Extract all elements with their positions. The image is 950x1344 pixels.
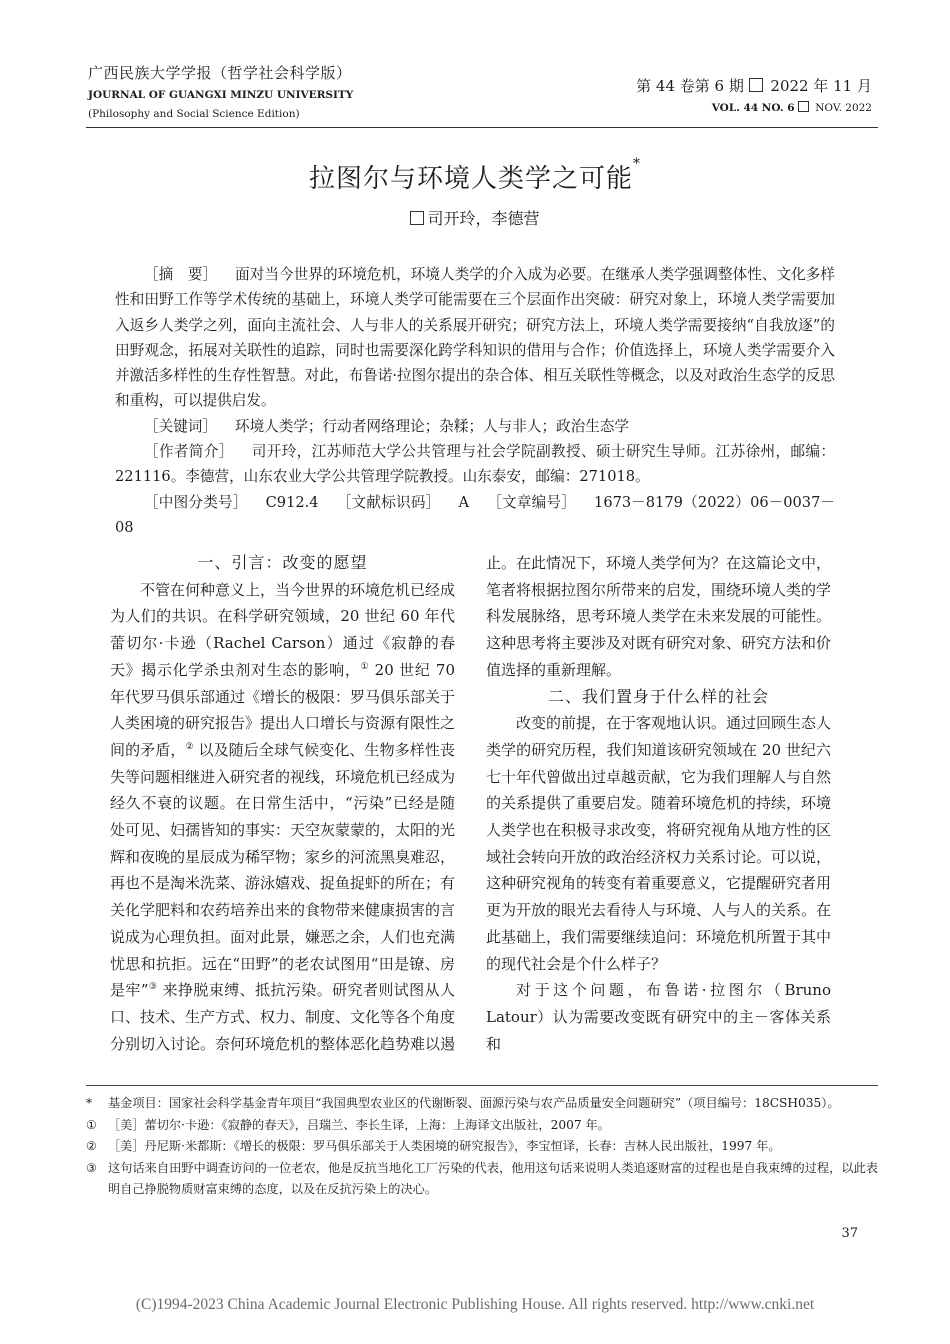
header-rule <box>86 127 878 128</box>
author-info <box>115 439 835 490</box>
abstract-block <box>115 262 835 540</box>
clc-value: C912.4 <box>265 493 319 511</box>
volume-date-en-text: NOV. 2022 <box>815 102 872 114</box>
footnote-text: 这句话来自田野中调查访问的一位老农，他是反抗当地化工厂污染的代表，他用这句话来说明人类追逐财富的过程也是自我束缚的过程，以此表明自己挣脱物质财富束缚的态度，以及在反抗污染上的决心。 <box>108 1160 878 1196</box>
footnote-rule <box>86 1085 878 1086</box>
body-column-left <box>110 550 455 1057</box>
keywords-text: 环境人类学；行动者网络理论；杂糅；人与非人；政治生态学 <box>234 417 630 435</box>
title-footnote-mark: * <box>633 156 641 172</box>
keywords <box>115 414 835 439</box>
keywords-label: ［关键词］ <box>144 417 217 435</box>
journal-name-cn: 广西民族大学学报（哲学社会科学版） <box>88 64 352 82</box>
footnote-mark: * <box>86 1096 93 1110</box>
doc-code-label: ［文献标识码］ <box>336 493 441 511</box>
separator-box-icon <box>798 101 809 112</box>
paragraph-1 <box>110 577 455 1058</box>
footnote <box>86 1093 878 1115</box>
paragraph-1-part-c: 以及随后全球气候变化、生物多样性丧失等问题相继进入研究者的视线，环境危机已经成为经久不衰的议题。在日常生活中，“污染”已经是随处可见、妇孺皆知的事实：天空灰蒙蒙的，太阳的光辉和夜晚的星辰成为稀罕物；家乡的河流黑臭难忍，再也不是淘米洗菜、游泳嬉戏、捉鱼捉虾的所在；有关化学肥料和农药培养出来的食物带来健康损害的言说成为心理负担。面对此景，嫌恶之余，人们也充满忧思和抗拒。远在“田野”的老农试图用“田是镣、房是牢” <box>110 740 456 1000</box>
author-info-label: ［作者简介］ <box>144 443 234 461</box>
article-title-text: 拉图尔与环境人类学之可能 <box>308 164 633 194</box>
abstract-text: 面对当今世界的环境危机，环境人类学的介入成为必要。在继承人类学强调整体性、文化多样性和田野工作等学术传统的基础上，环境人类学可能需要在三个层面作出突破：研究对象上，环境人类学需要加入返乡人类学之列，面向主流社会、人与非人的关系展开研究；研究方法上，环境人类学需要接纳“自我放逐”的田野观念，拓展对关联性的追踪，同时也需要深化跨学科知识的借用与合作；价值选择上，环境人类学需要介入并激活多样性的生存性智慧。对此，布鲁诺·拉图尔提出的杂合体、相互关联性等概念，以及对政治生态学的反思和重构，可以提供启发。 <box>115 266 835 410</box>
footnotes <box>86 1093 878 1201</box>
authors-text: 司开玲，李德营 <box>427 209 540 228</box>
author-box-icon <box>410 211 424 225</box>
article-title <box>0 158 950 195</box>
paragraph-1-part-a: 不管在何种意义上，当今世界的环境危机已经成为人们的共识。在科学研究领域，20 世纪 60 年代蕾切尔·卡逊（Rachel Carson）通过《寂静的春天》揭示化学杀虫剂对生态的影响， <box>110 580 456 679</box>
author-info-text: 司开玲，江苏师范大学公共管理与社会学院副教授、硕士研究生导师。江苏徐州，邮编：221116。李德营，山东农业大学公共管理学院教授。山东泰安，邮编：271018。 <box>115 443 835 486</box>
doc-code-value: A <box>458 493 469 511</box>
volume-issue-en <box>712 101 872 114</box>
journal-edition-en: (Philosophy and Social Science Edition) <box>88 108 300 120</box>
footnote-mark: ③ <box>86 1160 97 1175</box>
footnote <box>86 1115 878 1137</box>
paragraph-1-part-d: 来挣脱束缚、抵抗污染。研究者则试图从人口、技术、生产方式、权力、制度、文化等各个角度分别切入讨论。奈何环境危机的整体恶化趋势难以遏 <box>110 981 456 1053</box>
paragraph-1-continued: 止。在此情况下，环境人类学何为？在这篇论文中，笔者将根据拉图尔所带来的启发，围绕环境人类的学科发展脉络，思考环境人类学在未来发展的可能性。这种思考将主要涉及对既有研究对象、研究方法和价值选择的重新理解。 <box>486 554 832 679</box>
page-number: 37 <box>841 1226 858 1241</box>
abstract-label: ［摘 要］ <box>144 266 218 283</box>
footnote-text: 基金项目：国家社会科学基金青年项目“我国典型农业区的代谢断裂、面源污染与农产品质量安全问题研究”（项目编号：18CSH035）。 <box>108 1096 840 1110</box>
abstract <box>115 262 835 414</box>
footnote-mark: ② <box>86 1139 97 1153</box>
classification <box>115 490 835 541</box>
section-1-heading: 一、引言：改变的愿望 <box>197 553 368 572</box>
separator-box-icon <box>749 78 763 92</box>
article-no-value: 1673－8179（2022）06－0037－08 <box>115 493 835 536</box>
clc-label: ［中图分类号］ <box>144 493 248 511</box>
copyright-footer: (C)1994-2023 China Academic Journal Electronic Publishing House. All rights reserved. http://www.cnki.net <box>135 1296 815 1313</box>
paragraph-2: 改变的前提，在于客观地认识。通过回顾生态人类学的研究历程，我们知道该研究领域在 20 世纪六七十年代曾做出过卓越贡献，它为我们理解人与自然的关系提供了重要启发。随着环境危机的持续，环境人类学也在积极寻求改变，将研究视角从地方性的区域社会转向开放的政治经济权力关系讨论。可以说，这种研究视角的转变有着重要意义，它提醒研究者用更为开放的眼光去看待人与环境、人与人的关系。在此基础上，我们需要继续追问：环境危机所置于其中的现代社会是个什么样子？ <box>486 714 832 973</box>
footnote-ref-3: ③ <box>148 982 158 993</box>
footnote-text: ［美］蕾切尔·卡逊：《寂静的春天》，吕瑞兰、李长生译，上海：上海译文出版社，2007 年。 <box>108 1117 610 1132</box>
footnote <box>86 1136 878 1158</box>
footnote-text: ［美］丹尼斯·米都斯：《增长的极限：罗马俱乐部关于人类困境的研究报告》，李宝恒译，长春：吉林人民出版社，1997 年。 <box>108 1139 781 1153</box>
footnote-mark: ① <box>86 1117 97 1132</box>
volume-issue-en-text: VOL. 44 NO. 6 <box>711 102 795 114</box>
journal-name-en: JOURNAL OF GUANGXI MINZU UNIVERSITY <box>88 89 354 101</box>
paragraph-1-part-b: 20 世纪 70 年代罗马俱乐部通过《增长的极限：罗马俱乐部关于人类困境的研究报告》提出人口增长与资源有限性之间的矛盾， <box>110 660 456 759</box>
body-column-right <box>486 550 831 1057</box>
footnote-ref-2: ② <box>185 741 194 752</box>
paragraph-3: 对于这个问题，布鲁诺·拉图尔（Bruno Latour）认为需要改变既有研究中的主－客体关系和 <box>486 981 831 1053</box>
article-authors <box>0 206 950 229</box>
article-no-label: ［文章编号］ <box>486 493 577 511</box>
footnote-ref-1: ① <box>360 661 370 672</box>
footnote <box>86 1158 878 1201</box>
volume-issue-text: 第 44 卷第 6 期 <box>636 77 744 95</box>
section-2-heading: 二、我们置身于什么样的社会 <box>547 686 769 706</box>
volume-issue-cn <box>636 75 872 96</box>
volume-date-text: 2022 年 11 月 <box>770 77 872 95</box>
